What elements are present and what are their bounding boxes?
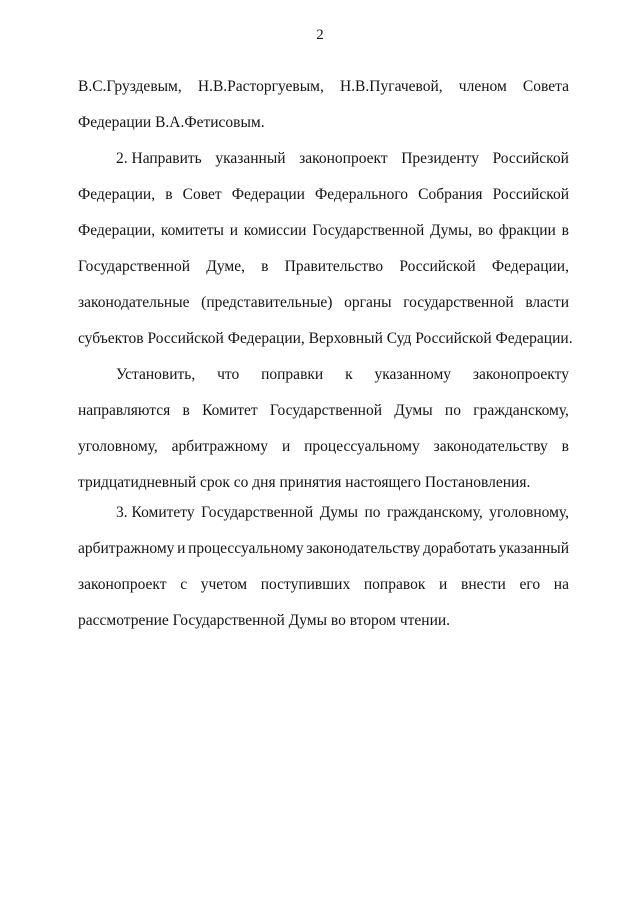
word: Российской (492, 186, 569, 203)
word: в (561, 222, 569, 239)
word: законодательству (306, 540, 421, 557)
text-line (78, 185, 569, 205)
word: 2. Направить (116, 150, 202, 167)
word: Федерации, (491, 258, 569, 275)
word: Н.В.Пугачевой, (339, 78, 443, 95)
word: В.С.Груздевым, (78, 78, 182, 95)
word: Установить, (116, 366, 196, 383)
word: в (261, 258, 269, 275)
word: гражданскому, (473, 402, 569, 419)
word: Государственной (78, 258, 191, 275)
word: Федерации (231, 186, 305, 203)
word: Совет (182, 186, 222, 203)
word: поправок (363, 576, 426, 593)
word: и (439, 576, 448, 593)
word: законодательству (433, 438, 548, 455)
word: Думы, (430, 222, 473, 239)
text-line (78, 221, 569, 241)
word: законопроект (299, 150, 388, 167)
word: уголовному, (489, 504, 569, 521)
word: и (177, 540, 186, 557)
word: членом (458, 78, 507, 95)
text-line (78, 257, 569, 277)
word: Российской (399, 258, 476, 275)
text-line (78, 437, 569, 457)
word: к (345, 366, 353, 383)
word: в (182, 402, 190, 419)
word: комитеты (160, 222, 224, 239)
text-line: тридцатидневный срок со дня принятия настоящего Постановления. (78, 474, 531, 491)
text-line: субъектов Российской Федерации, Верховный Суд Российской Федерации. (78, 330, 573, 347)
word: процессуальному (188, 540, 304, 557)
word: на (553, 576, 569, 593)
word: что (217, 366, 240, 383)
word: государственной (403, 294, 514, 311)
word: Думе, (206, 258, 245, 275)
word: указанному (374, 366, 452, 383)
word: Комитет (202, 402, 258, 419)
word: поправки (261, 366, 324, 383)
word: Собрания (418, 186, 483, 203)
word: гражданскому, (387, 504, 483, 521)
text-line (116, 365, 569, 385)
word: Государственной (312, 222, 425, 239)
word: Государственной (269, 402, 383, 419)
word: арбитражному (171, 438, 269, 455)
word: указанный (215, 150, 286, 167)
word: направляются (78, 402, 171, 419)
word: органы (344, 294, 392, 311)
page-number: 2 (316, 27, 324, 43)
word: поступивших (260, 576, 351, 593)
word: Федерации, (78, 222, 156, 239)
word: фракции (498, 222, 556, 239)
text-line: Федерации В.А.Фетисовым. (78, 114, 265, 131)
word: Н.В.Расторгуевым, (197, 78, 324, 95)
word: в (561, 438, 569, 455)
text-line (116, 149, 569, 169)
word: Федерации, (78, 186, 156, 203)
word: и (281, 438, 291, 455)
text-line (78, 293, 569, 313)
word: законодательные (78, 294, 190, 311)
word: доработать (423, 540, 497, 557)
word: Федерального (315, 186, 409, 203)
word: (представительные) (201, 294, 333, 311)
word: во (478, 222, 493, 239)
word: Думы (394, 402, 433, 419)
word: Российской (492, 150, 569, 167)
text-line (78, 575, 569, 595)
word: комиссии (243, 222, 307, 239)
word: Государственной (201, 504, 314, 521)
text-line: рассмотрение Государственной Думы во втором чтении. (78, 612, 451, 629)
word: законопроект (78, 576, 167, 593)
word: Президенту (401, 150, 479, 167)
word: указанный (498, 540, 569, 557)
text-line (78, 401, 569, 421)
word: процессуальному (304, 438, 420, 455)
word: внести (461, 576, 506, 593)
text-line (78, 77, 569, 97)
word: по (444, 402, 461, 419)
word: законопроекту (472, 366, 569, 383)
text-line (116, 503, 569, 523)
word: его (519, 576, 541, 593)
word: Совета (522, 78, 569, 95)
word: и (229, 222, 239, 239)
word: Думы (319, 504, 359, 521)
word: учетом (200, 576, 248, 593)
text-line (78, 539, 569, 559)
word: уголовному, (78, 438, 158, 455)
word: 3. Комитету (116, 504, 195, 521)
word: арбитражному (78, 540, 175, 557)
word: власти (525, 294, 569, 311)
word: Правительство (284, 258, 384, 275)
word: по (364, 504, 381, 521)
word: в (165, 186, 173, 203)
word: с (180, 576, 188, 593)
